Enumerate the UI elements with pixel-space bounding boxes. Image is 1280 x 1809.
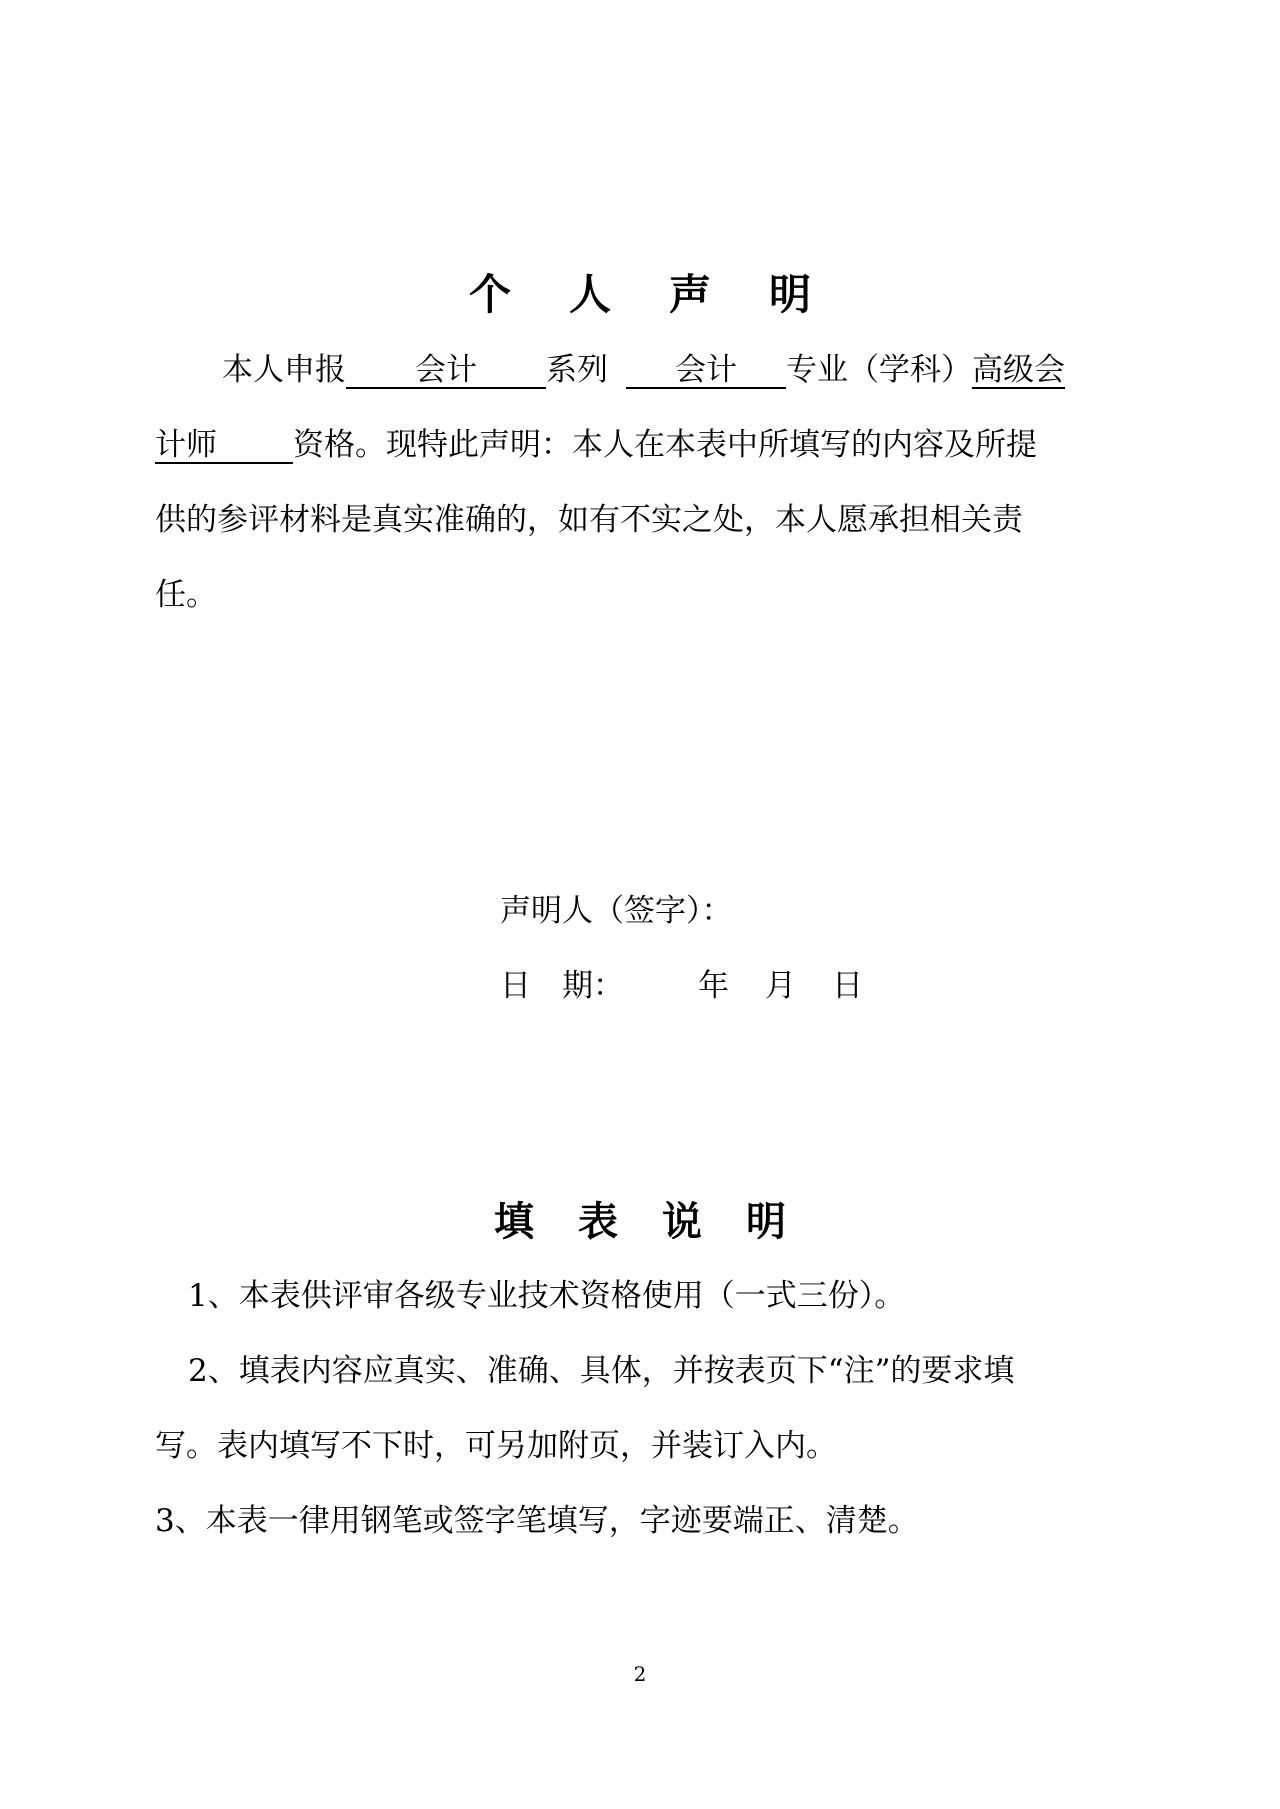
declaration-prefix: 本人申报: [222, 352, 346, 388]
instructions-title-char: 表: [578, 1199, 618, 1245]
major-label: 专业（学科）: [786, 352, 972, 388]
instruction-item-2-line-2: 写。表内填写不下时，可另加附页，并装订入内。: [155, 1428, 837, 1464]
page-number: 2: [633, 1662, 647, 1686]
instruction-item-3: 3、本表一律用钢笔或签字笔填写，字迹要端正、清楚。: [155, 1503, 919, 1539]
qualification-field-part2: 计师: [155, 428, 293, 464]
declaration-title-char: 声: [669, 270, 712, 319]
major-field: 会计: [626, 353, 786, 389]
date-year: 年: [698, 968, 729, 1004]
declaration-line-3: 供的参评材料是真实准确的，如有不实之处，本人愿承担相关责: [155, 502, 1023, 538]
declaration-line-1: [222, 350, 1065, 390]
series-label: 系列: [546, 352, 608, 388]
declaration-title-char: 明: [769, 270, 812, 319]
instructions-title-char: 明: [746, 1199, 786, 1245]
declaration-line-2: [155, 425, 1037, 465]
declaration-text: 资格。现特此声明：本人在本表中所填写的内容及所提: [293, 427, 1037, 463]
date-row: [500, 960, 863, 1005]
instructions-title-char: 说: [662, 1199, 702, 1245]
series-field: 会计: [346, 353, 546, 389]
instruction-item-1: 1、本表供评审各级专业技术资格使用（一式三份）。: [188, 1278, 906, 1314]
date-month: 月: [765, 968, 796, 1004]
date-label: 日 期：: [500, 968, 624, 1004]
declaration-title-char: 人: [568, 270, 611, 319]
instructions-title-char: 填: [494, 1199, 534, 1245]
date-day: 日: [832, 968, 863, 1004]
declaration-title-char: 个: [468, 270, 511, 319]
instruction-item-2-line-1: 2、填表内容应真实、准确、具体，并按表页下“注”的要求填: [188, 1353, 1015, 1389]
qualification-field-part1: 高级会: [972, 352, 1065, 388]
signature-label: 声明人（签字）：: [500, 893, 733, 929]
declaration-title: [0, 262, 1280, 322]
declaration-line-4: 任。: [155, 577, 217, 613]
instructions-title: [0, 1190, 1280, 1247]
